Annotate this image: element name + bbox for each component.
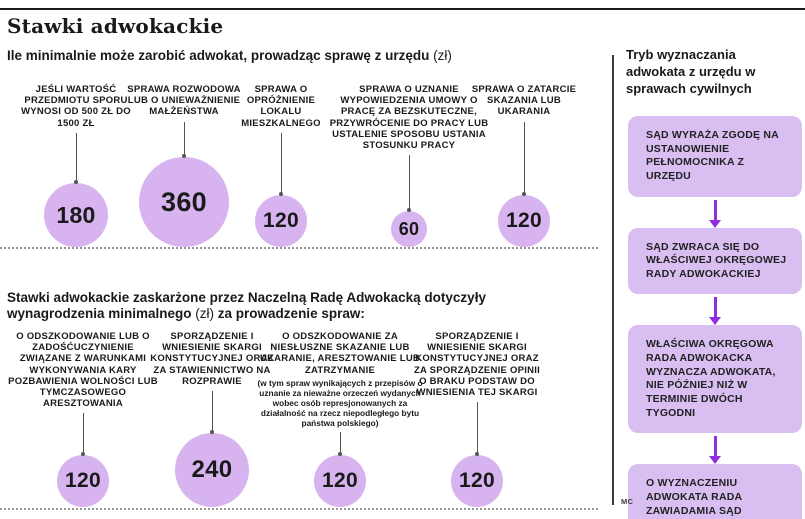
flow-step-3: WŁAŚCIWA OKRĘGOWA RADA ADWOKACKA WYZNACZA ADWOKATA, NIE PÓŹNIEJ NIŻ W TERMINIE DWÓCH TYGODNI [628, 325, 802, 433]
connector-line [281, 133, 282, 195]
chart2-title-text: Stawki adwokackie zaskarżone przez Naczelną Radę Adwokacką dotyczyły wynagrodzenia minimalnego [7, 290, 486, 322]
chart2-baseline [0, 508, 598, 510]
bubble-value: 120 [314, 455, 366, 507]
connector-line [83, 413, 84, 455]
arrow-head [709, 456, 721, 464]
top-rule [0, 8, 805, 10]
bubble-column [6, 331, 160, 507]
arrow-down-icon [628, 433, 802, 464]
category-label: SPORZĄDZENIE I WNIESIENIE SKARGI KONSTYTUCYJNEJ ORAZ ZA STAWIENNICTWO NA ROZPRAWIE [150, 331, 274, 387]
connector-line [477, 402, 478, 455]
category-label: SPRAWA ROZWODOWA LUB O UNIEWAŻNIENIE MAŁŻEŃSTWA [127, 84, 241, 118]
connector-line [340, 432, 341, 455]
flow-step-4: O WYZNACZENIU ADWOKATA RADA ZAWIADAMIA SĄD [628, 464, 802, 519]
arrow-head [709, 220, 721, 228]
bubble-value: 240 [175, 433, 249, 507]
category-label: O ODSZKODOWANIE LUB O ZADOŚĆUCZYNIENIE ZWIĄZANE Z WARUNKAMI WYKONYWANIA KARY POZBAWIENIA WOLNOŚCI LUB TYMCZASOWEGO ARESZTOWANIA [8, 331, 158, 410]
bubble-value: 120 [451, 455, 503, 507]
category-label: JEŚLI WARTOŚĆ PRZEDMIOTU SPORU WYNOSI OD 500 ZŁ DO 1500 ZŁ [21, 84, 131, 129]
chart1-title [7, 48, 547, 64]
bubble-column [256, 331, 424, 507]
bubble-column [231, 84, 331, 247]
chart2-title-tail: za prowadzenie spraw: [214, 306, 365, 322]
arrow-down-icon [628, 294, 802, 325]
connector-line [212, 391, 213, 433]
connector-line [184, 122, 185, 157]
category-label: SPRAWA O ZATARCIE SKAZANIA LUB UKARANIA [471, 84, 577, 118]
flow-panel-title: Tryb wyznaczania adwokata z urzędu w sprawach cywilnych [626, 47, 756, 96]
chart1-title-unit: (zł) [433, 48, 452, 63]
bubble-column [17, 84, 135, 247]
chart2-title-unit: (zł) [195, 306, 215, 322]
bubble-column [328, 84, 490, 247]
category-note: (w tym spraw wynikających z przepisów o uznanie za nieważne orzeczeń wydanych wobec osób represjonowanych za działalność na rzecz niepodległego bytu państwa polskiego) [257, 377, 423, 429]
bubble-column [471, 84, 577, 247]
flow-step-1: SĄD WYRAŻA ZGODĘ NA USTANOWIENIE PEŁNOMOCNIKA Z URZĘDU [628, 116, 802, 197]
category-label: SPRAWA O UZNANIE WYPOWIEDZENIA UMOWY O PRACĘ ZA BEZSKUTECZNE, PRZYWRÓCENIE DO PRACY LUB USTALENIE SPOSOBU USTANIA STOSUNKU PRACY [329, 84, 489, 152]
page-title: Stawki adwokackie [7, 14, 224, 38]
bubble-value: 60 [391, 211, 427, 247]
category-label: SPRAWA O OPRÓŻNIENIE LOKALU MIESZKALNEGO [241, 84, 321, 129]
category-label: O ODSZKODOWANIE ZA NIESŁUSZNE SKAZANIE LUB UKARANIE, ARESZTOWANIE LUB ZATRZYMANIE [259, 331, 421, 376]
flow-chart [628, 116, 802, 519]
flow-step-2: SĄD ZWRACA SIĘ DO WŁAŚCIWEJ OKRĘGOWEJ RADY ADWOKACKIEJ [628, 228, 802, 295]
arrow-shaft [714, 200, 717, 220]
author-credit: MC [621, 497, 634, 506]
chart2-title [7, 290, 547, 322]
bubble-value: 180 [44, 183, 108, 247]
category-label: SPORZĄDZENIE I WNIESIENIE SKARGI KONSTYTUCYJNEJ ORAZ ZA SPORZĄDZENIE OPINII O BRAKU PODSTAW DO WNIESIENIA TEJ SKARGI [413, 331, 541, 399]
chart1-title-text: Ile minimalnie może zarobić adwokat, prowadząc sprawę z urzędu [7, 48, 434, 63]
arrow-shaft [714, 297, 717, 317]
arrow-shaft [714, 436, 717, 456]
panel-divider [612, 55, 614, 505]
connector-line [76, 133, 77, 183]
connector-line [409, 155, 410, 211]
connector-line [524, 122, 525, 195]
arrow-head [709, 317, 721, 325]
chart1-baseline [0, 247, 598, 249]
bubble-column [121, 84, 247, 247]
arrow-down-icon [628, 197, 802, 228]
bubble-column [412, 331, 542, 507]
bubble-value: 120 [498, 195, 550, 247]
bubble-value: 360 [139, 157, 229, 247]
bubble-value: 120 [255, 195, 307, 247]
bubble-value: 120 [57, 455, 109, 507]
